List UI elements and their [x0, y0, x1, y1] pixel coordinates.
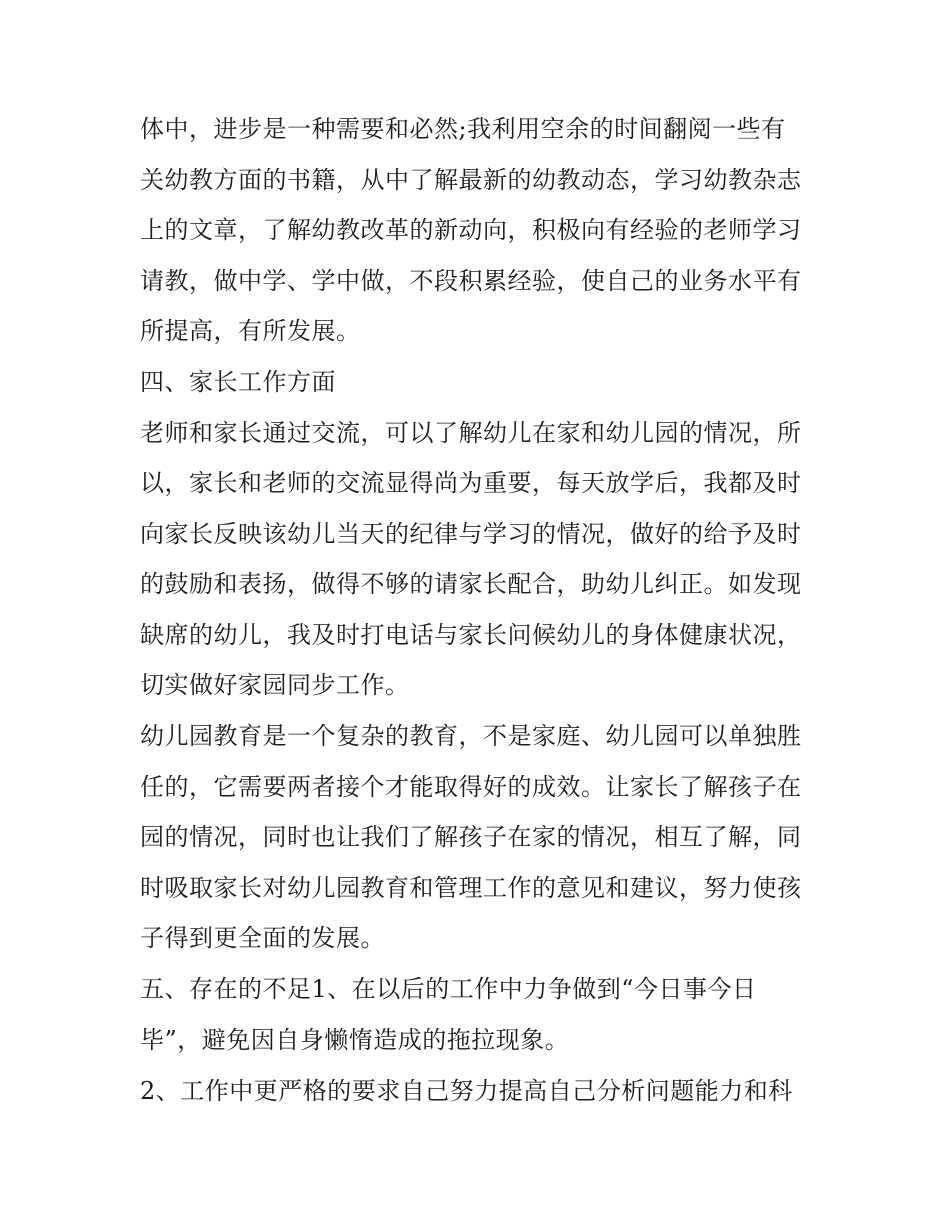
body-line: 缺席的幼儿，我及时打电话与家长问候幼儿的身体健康状况，: [140, 621, 802, 649]
section-heading: 五、存在的不足1、在以后的工作中力争做到“今日事今日: [140, 975, 757, 1003]
body-line: 时吸取家长对幼儿园教育和管理工作的意见和建议，努力使孩: [140, 874, 802, 902]
body-line: 的鼓励和表扬，做得不够的请家长配合，助幼儿纠正。如发现: [140, 570, 802, 598]
body-line: 幼儿园教育是一个复杂的教育，不是家庭、幼儿园可以单独胜: [140, 722, 802, 750]
body-line: 老师和家长通过交流，可以了解幼儿在家和幼儿园的情况，所: [140, 419, 802, 447]
body-line: 子得到更全面的发展。: [140, 924, 385, 952]
body-line: 上的文章，了解幼教改革的新动向，积极向有经验的老师学习: [140, 216, 802, 244]
body-line: 体中，进步是一种需要和必然;我利用空余的时间翻阅一些有: [140, 115, 786, 143]
body-line: 以，家长和老师的交流显得尚为重要，每天放学后，我都及时: [140, 469, 802, 497]
body-line: 向家长反映该幼儿当天的纪律与学习的情况，做好的给予及时: [140, 520, 802, 548]
section-heading: 四、家长工作方面: [140, 368, 336, 396]
body-line: 所提高，有所发展。: [140, 317, 361, 345]
body-line: 毕”，避免因自身懒惰造成的拖拉现象。: [140, 1026, 570, 1054]
body-line: 园的情况，同时也让我们了解孩子在家的情况，相互了解，同: [140, 823, 802, 851]
body-line: 关幼教方面的书籍，从中了解最新的幼教动态，学习幼教杂志: [140, 166, 802, 194]
body-line: 请教，做中学、学中做，不段积累经验，使自己的业务水平有: [140, 267, 802, 295]
body-line: 切实做好家园同步工作。: [140, 671, 410, 699]
body-line: 任的，它需要两者接个才能取得好的成效。让家长了解孩子在: [140, 773, 802, 801]
body-line: 2、工作中更严格的要求自己努力提高自己分析问题能力和科: [140, 1077, 793, 1105]
